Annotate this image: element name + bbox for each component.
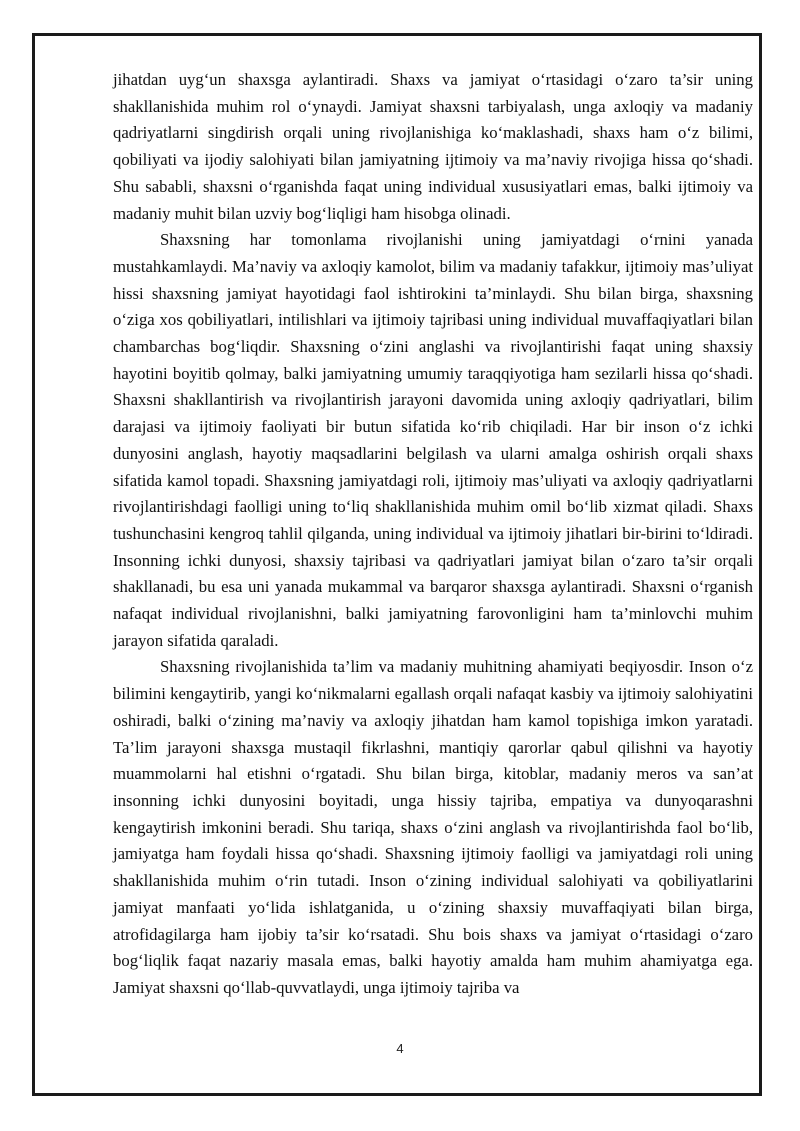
paragraph-continuation: jihatdan uyg‘un shaxsga aylantiradi. Shaxs va jamiyat o‘rtasidagi o‘zaro ta’sir uning shakllanishida muhim rol o‘ynaydi. Jamiyat shaxsni tarbiyalash, unga axloqiy va madaniy qadriyatlarni singdirish orqali uning rivojlanishiga ko‘maklashadi, shaxs ham o‘z bilimi, qobiliyati va ijodiy salohiyati bilan jamiyatning ijtimoiy va ma’naviy rivojiga hissa qo‘shadi. Shu sababli, shaxsni o‘rganishda faqat uning individual xususiyatlari emas, balki ijtimoiy va madaniy muhit bilan uzviy bog‘liqligi ham hisobga olinadi. [113, 70, 753, 223]
page-number: 4 [396, 1041, 404, 1056]
paragraph: Shaxsning rivojlanishida ta’lim va madaniy muhitning ahamiyati beqiyosdir. Inson o‘z bilimini kengaytirib, yangi ko‘nikmalarni egallash orqali nafaqat kasbiy va ijtimoiy salohiyatini oshiradi, balki o‘zining ma’naviy va axloqiy jihatdan ham kamol topishiga imkon yaratadi. Ta’lim jarayoni shaxsga mustaqil fikrlashni, mantiqiy qarorlar qabul qilishni va hayotiy muammolarni hal etishni o‘rgatadi. Shu bilan birga, kitoblar, madaniy meros va san’at insonning ichki dunyosini boyitadi, unga hissiy tajriba, empatiya va dunyoqarashni kengaytirish imkonini beradi. Shu tariqa, shaxs o‘zini anglash va rivojlantirishda faol bo‘lib, jamiyatga ham foydali hissa qo‘shadi. Shaxsning ijtimoiy faolligi va jamiyatdagi roli uning shakllanishida muhim o‘rin tutadi. Inson o‘zining individual salohiyati va qobiliyatlarini jamiyat manfaati yo‘lida ishlatganida, u o‘zining shaxsiy muvaffaqiyati bilan birga, atrofidagilarga ham ijobiy ta’sir ko‘rsatadi. Shu bois shaxs va jamiyat o‘rtasidagi o‘zaro bog‘liqlik faqat nazariy masala emas, balki hayotiy amalda ham muhim ahamiyatga ega. Jamiyat shaxsni qo‘llab-quvvatlaydi, unga ijtimoiy tajriba va [113, 657, 753, 997]
document-body [113, 67, 753, 1002]
paragraph: Shaxsning har tomonlama rivojlanishi uning jamiyatdagi o‘rnini yanada mustahkamlaydi. Ma’naviy va axloqiy kamolot, bilim va madaniy tafakkur, ijtimoiy mas’uliyat hissi shaxsning jamiyat hayotidagi faol ishtirokini ta’minlaydi. Shu bilan birga, shaxsning o‘ziga xos qobiliyatlari, intilishlari va ijtimoiy tajribasi uning individual muvaffaqiyatlari bilan chambarchas bog‘liqdir. Shaxsning o‘zini anglashi va rivojlantirishi faqat uning shaxsiy hayotini boyitib qolmay, balki jamiyatning umumiy taraqqiyotiga ham sezilarli hissa qo‘shadi. Shaxsni shakllantirish va rivojlantirish jarayoni davomida uning axloqiy qadriyatlari, bilim darajasi va ijtimoiy faoliyati bir butun sifatida ko‘rib chiqiladi. Har bir inson o‘z ichki dunyosini anglash, hayotiy maqsadlarini belgilash va ularni amalga oshirish orqali shaxs sifatida kamol topadi. Shaxsning jamiyatdagi roli, ijtimoiy mas’uliyati va axloqiy qadriyatlarni rivojlantirishdagi faolligi uning to‘liq shakllanishida muhim omil bo‘lib xizmat qiladi. Shaxs tushunchasini kengroq tahlil qilganda, uning individual va ijtimoiy jihatlari bir-birini to‘ldiradi. Insonning ichki dunyosi, shaxsiy tajribasi va qadriyatlari jamiyat bilan o‘zaro ta’sir orqali shakllanadi, bu esa uni yanada mukammal va barqaror shaxsga aylantiradi. Shaxsni o‘rganish nafaqat individual rivojlanishni, balki jamiyatning farovonligini ham ta’minlovchi muhim jarayon sifatida qaraladi. [113, 230, 753, 650]
